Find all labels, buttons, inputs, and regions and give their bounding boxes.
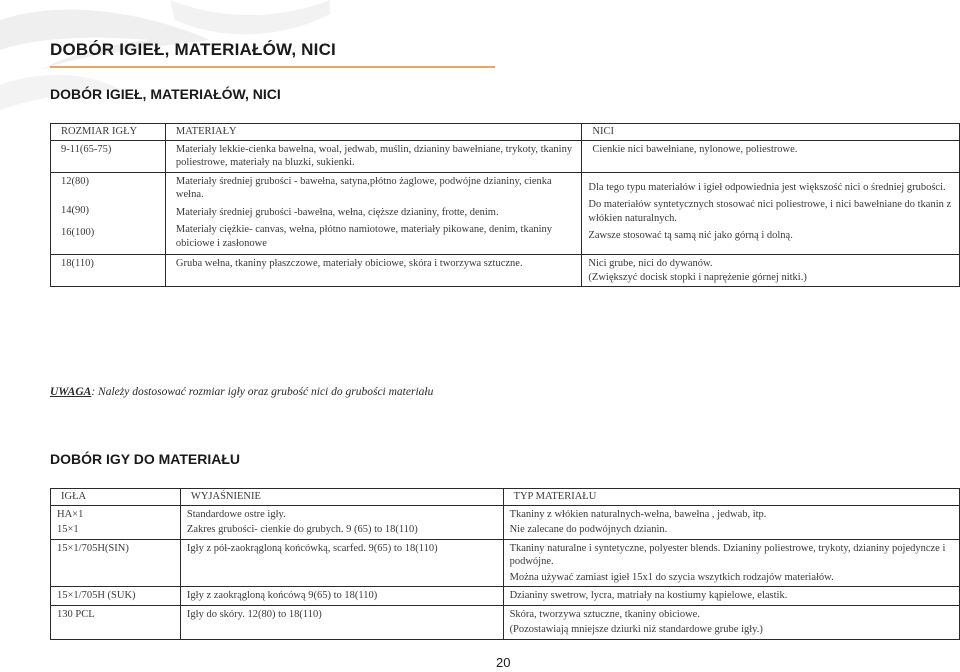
table-header-row [51, 124, 960, 141]
material-value: Materiały średniej grubości - bawełna, satyna,płótno żaglowe, podwójne dzianiny, cienka wełna. [175, 175, 552, 200]
size-value: 14(90) [61, 205, 89, 216]
material-cell: Gruba wełna, tkaniny płaszczowe, materiały obiciowe, skóra i tworzywa sztuczne. [165, 255, 582, 287]
thread-value: Zawsze stosować tą samą nić jako górną i dolną. [588, 230, 793, 241]
table-row [51, 605, 960, 639]
title-underline [50, 66, 495, 68]
needle-value: 15×1 [57, 524, 79, 535]
needle-cell: 15×1/705H(SIN) [51, 539, 181, 587]
header-explanation: WYJAŚNIENIE [180, 489, 503, 506]
material-cell: Materiały lekkie-cienka bawełna, woal, jedwab, muślin, dzianiny bawełniane, trykoty, tkaniny poliestrowe, materiały na bluzki, sukienki. [165, 140, 582, 172]
material-value: Materiały średniej grubości -bawełna, wełna, cięższe dzianiny, frotte, denim. [175, 206, 499, 218]
thread-cell [582, 255, 960, 287]
thread-value: Nici grube, nici do dywanów. [588, 258, 713, 269]
table-row [51, 505, 960, 539]
material-type-value: Skóra, tworzywa sztuczne, tkaniny obiciowe. [509, 608, 700, 620]
note-label: UWAGA [50, 386, 92, 398]
thread-value: Do materiałów syntetycznych stosować nici poliestrowe, i nici bawełniane do tkanin z włókien naturalnych. [588, 199, 952, 224]
page-title: DOBÓR IGIEŁ, MATERIAŁÓW, NICI [50, 40, 336, 59]
table-row [51, 587, 960, 606]
material-type-cell [503, 505, 959, 539]
header-threads: NICI [582, 124, 960, 141]
table-row [51, 140, 960, 172]
thread-value: Dla tego typu materiałów i igieł odpowiednia jest większość nici o średniej grubości. [588, 181, 946, 193]
leaf-watermark [0, 0, 330, 120]
header-needle: IGŁA [51, 489, 181, 506]
material-type-cell [503, 539, 959, 587]
size-cell: 9-11(65-75) [51, 140, 166, 172]
section-heading-needle-selection: DOBÓR IGY DO MATERIAŁU [50, 451, 241, 467]
thread-cell [582, 172, 960, 255]
note-warning [50, 386, 433, 398]
table-header-row [51, 489, 960, 506]
material-type-cell: Dzianiny swetrow, lycra, matriały na kostiumy kąpielowe, elastik. [503, 587, 959, 606]
explanation-cell: Igły do skóry. 12(80) to 18(110) [180, 605, 503, 639]
table-row [51, 255, 960, 287]
size-value: 16(100) [61, 226, 95, 238]
needle-size-table [50, 123, 960, 287]
material-cell [165, 172, 582, 255]
needle-cell: 15×1/705H (SUK) [51, 587, 181, 606]
header-needle-size: ROZMIAR IGŁY [51, 124, 166, 141]
header-materials: MATERIAŁY [165, 124, 582, 141]
thread-cell: Cienkie nici bawełniane, nylonowe, poliestrowe. [582, 140, 960, 172]
needle-value: HA×1 [57, 508, 84, 520]
size-value: 12(80) [61, 175, 89, 187]
material-type-value: (Pozostawiają mniejsze dziurki niż standardowe grube igły.) [509, 624, 763, 635]
explanation-cell [180, 505, 503, 539]
material-value: Materiały ciężkie- canvas, wełna, płótno namiotowe, materiały pikowane, denim, tkaniny obiciowe i zasłonowe [175, 224, 553, 249]
page-number: 20 [496, 655, 511, 670]
header-material-type: TYP MATERIAŁU [503, 489, 959, 506]
note-text: : Należy dostosować rozmiar igły oraz grubość nici do grubości materiału [91, 386, 434, 398]
needle-cell [51, 505, 181, 539]
explanation-cell: Igły z pół-zaokrągloną końcówką, scarfed. 9(65) to 18(110) [180, 539, 503, 587]
size-cell: 18(110) [51, 255, 166, 287]
material-type-cell [503, 605, 959, 639]
explanation-cell: Igły z zaokrągloną końcówą 9(65) to 18(110) [180, 587, 503, 606]
material-type-value: Tkaniny z włókien naturalnych-wełna, bawełna , jedwab, itp. [509, 508, 767, 520]
material-type-value: Nie zalecane do podwójnych dzianin. [509, 524, 668, 535]
thread-note: (Zwiększyć docisk stopki i naprężenie górnej nitki.) [588, 271, 807, 283]
needle-cell: 130 PCL [51, 605, 181, 639]
material-type-value: Można używać zamiast igieł 15x1 do szycia wszytkich rodzajów materiałów. [509, 571, 834, 583]
table-row [51, 172, 960, 255]
explanation-value: Zakres grubości- cienkie do grubych. 9 (65) to 18(110) [186, 524, 418, 535]
size-cell [51, 172, 166, 255]
section-heading-needles-materials: DOBÓR IGIEŁ, MATERIAŁÓW, NICI [50, 86, 281, 102]
table-row [51, 539, 960, 587]
explanation-value: Standardowe ostre igły. [186, 508, 286, 520]
material-type-value: Tkaniny naturalne i syntetyczne, polyester blends. Dzianiny poliestrowe, trykoty, dzianiny pojedyncze i podwójne. [509, 542, 946, 567]
needle-type-table [50, 488, 960, 640]
